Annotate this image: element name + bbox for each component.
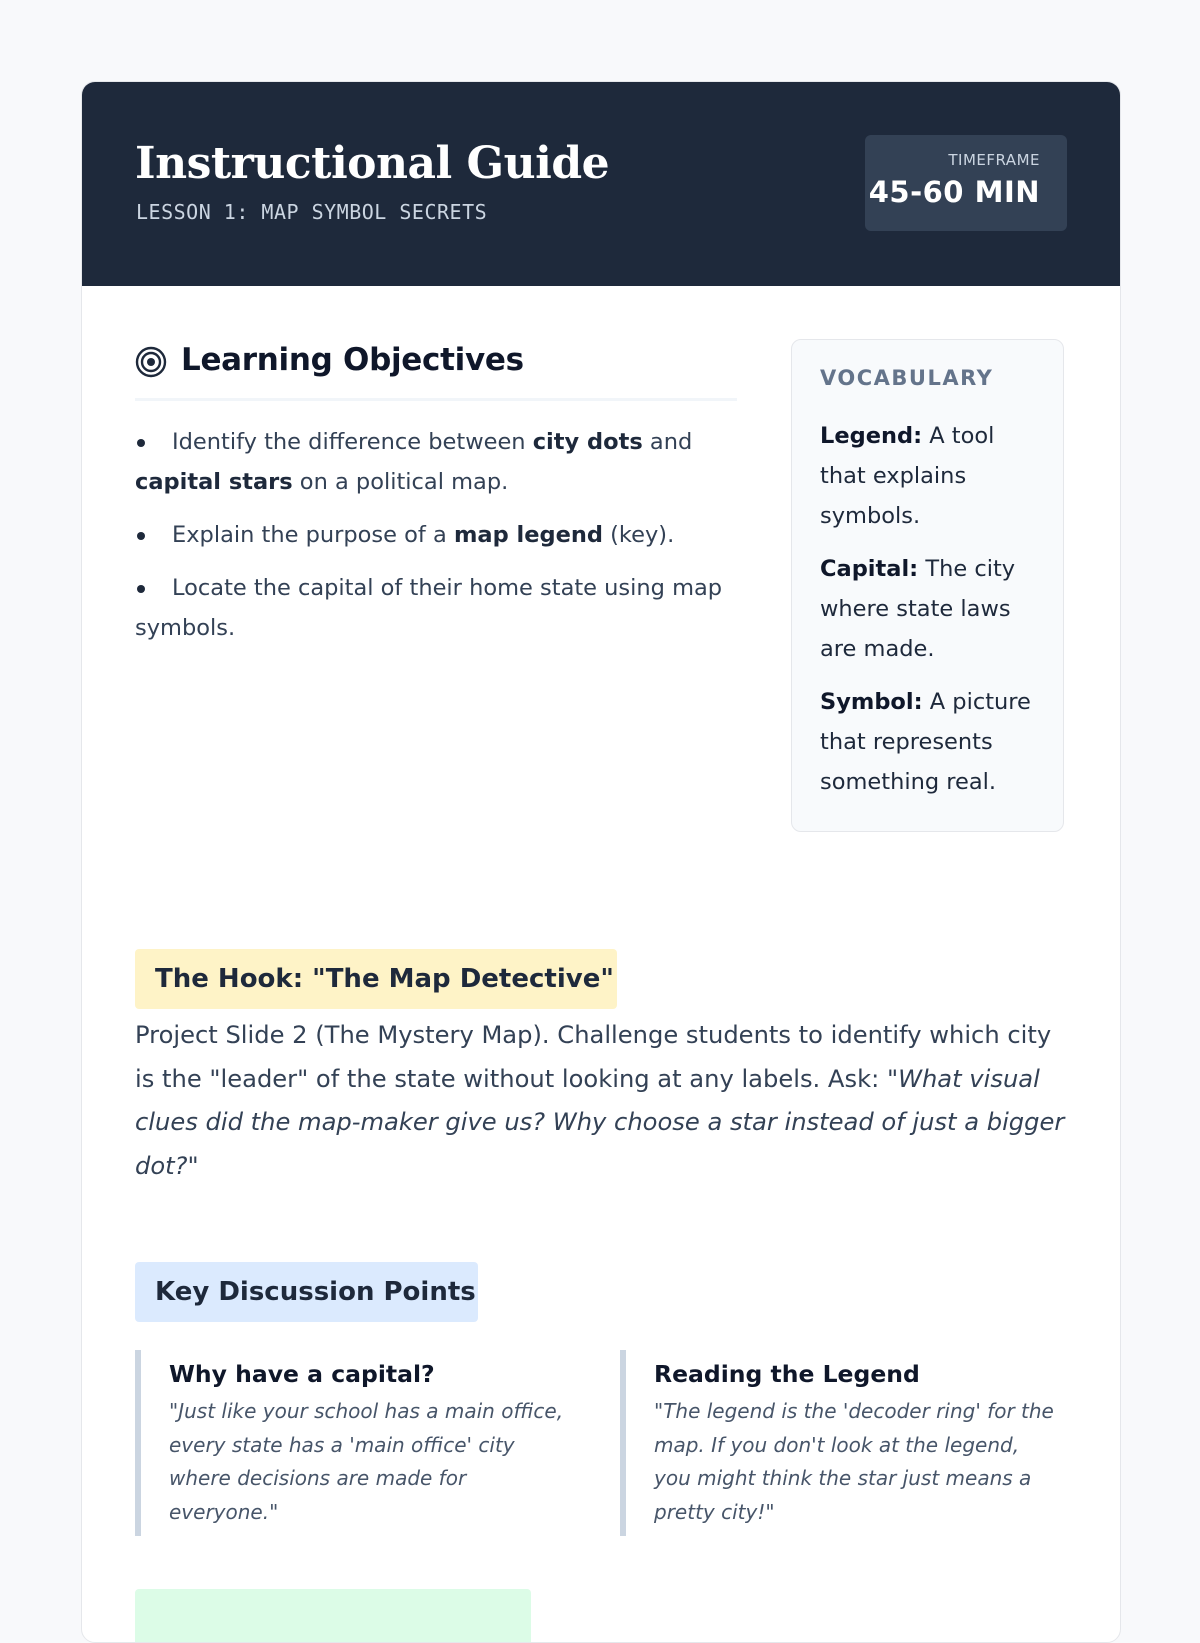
vocabulary-definition: A tool that explains symbols. xyxy=(820,423,995,529)
vocabulary-term: Legend: xyxy=(820,423,923,449)
vocabulary-definition: A picture that represents something real. xyxy=(820,689,1031,795)
discussion-point xyxy=(135,1350,575,1536)
objective-item: Locate the capital of their home state using map symbols. xyxy=(135,568,737,648)
vocabulary-definition: The city where state laws are made. xyxy=(820,556,1016,662)
timeframe-label: TIMEFRAME xyxy=(948,151,1040,169)
vocabulary-title: VOCABULARY xyxy=(820,366,994,390)
vocabulary-entry xyxy=(820,416,1063,536)
hook-quote: "What visual clues did the map-maker give us? Why choose a star instead of just a bigger dot?" xyxy=(135,1064,1065,1180)
vocabulary-term: Capital: xyxy=(820,556,919,582)
discussion-heading: Key Discussion Points xyxy=(135,1262,478,1322)
timeframe-value: 45-60 MIN xyxy=(868,175,1040,209)
page-title: Instructional Guide xyxy=(135,138,610,189)
objectives-title: Learning Objectives xyxy=(181,342,524,378)
objective-item: Identify the difference between city dots and capital stars on a political map. xyxy=(135,422,737,502)
discussion-point-title: Reading the Legend xyxy=(654,1360,920,1388)
target-icon xyxy=(135,346,167,378)
hook-text: Project Slide 2 (The Mystery Map). Challenge students to identify which city is the "leader" of the state without looking at any labels. Ask: "What visual clues did the map-maker give us? Why choose a star instead of just a bigger dot?" xyxy=(135,1021,1065,1180)
discussion-point xyxy=(620,1350,1060,1536)
vocabulary-term: Symbol: xyxy=(820,689,923,715)
objectives-heading xyxy=(135,342,737,401)
timeframe-badge xyxy=(865,135,1067,231)
hook-heading: The Hook: "The Map Detective" xyxy=(135,949,617,1009)
guide-header xyxy=(82,82,1121,286)
discussion-point-quote: "Just like your school has a main office, every state has a 'main office' city where decisions are made for everyone." xyxy=(169,1399,564,1524)
lesson-card xyxy=(81,81,1121,1643)
objectives-list xyxy=(135,422,737,661)
next-section-heading xyxy=(135,1589,531,1643)
vocabulary-entry xyxy=(820,682,1063,802)
discussion-point-quote: "The legend is the 'decoder ring' for the map. If you don't look at the legend, you might think the star just means a pretty city!" xyxy=(654,1399,1054,1524)
discussion-point-title: Why have a capital? xyxy=(169,1360,435,1388)
vocabulary-entry xyxy=(820,549,1063,669)
objective-item: Explain the purpose of a map legend (key). xyxy=(135,515,737,555)
vocabulary-box xyxy=(791,339,1064,832)
lesson-subtitle: LESSON 1: MAP SYMBOL SECRETS xyxy=(136,200,488,224)
